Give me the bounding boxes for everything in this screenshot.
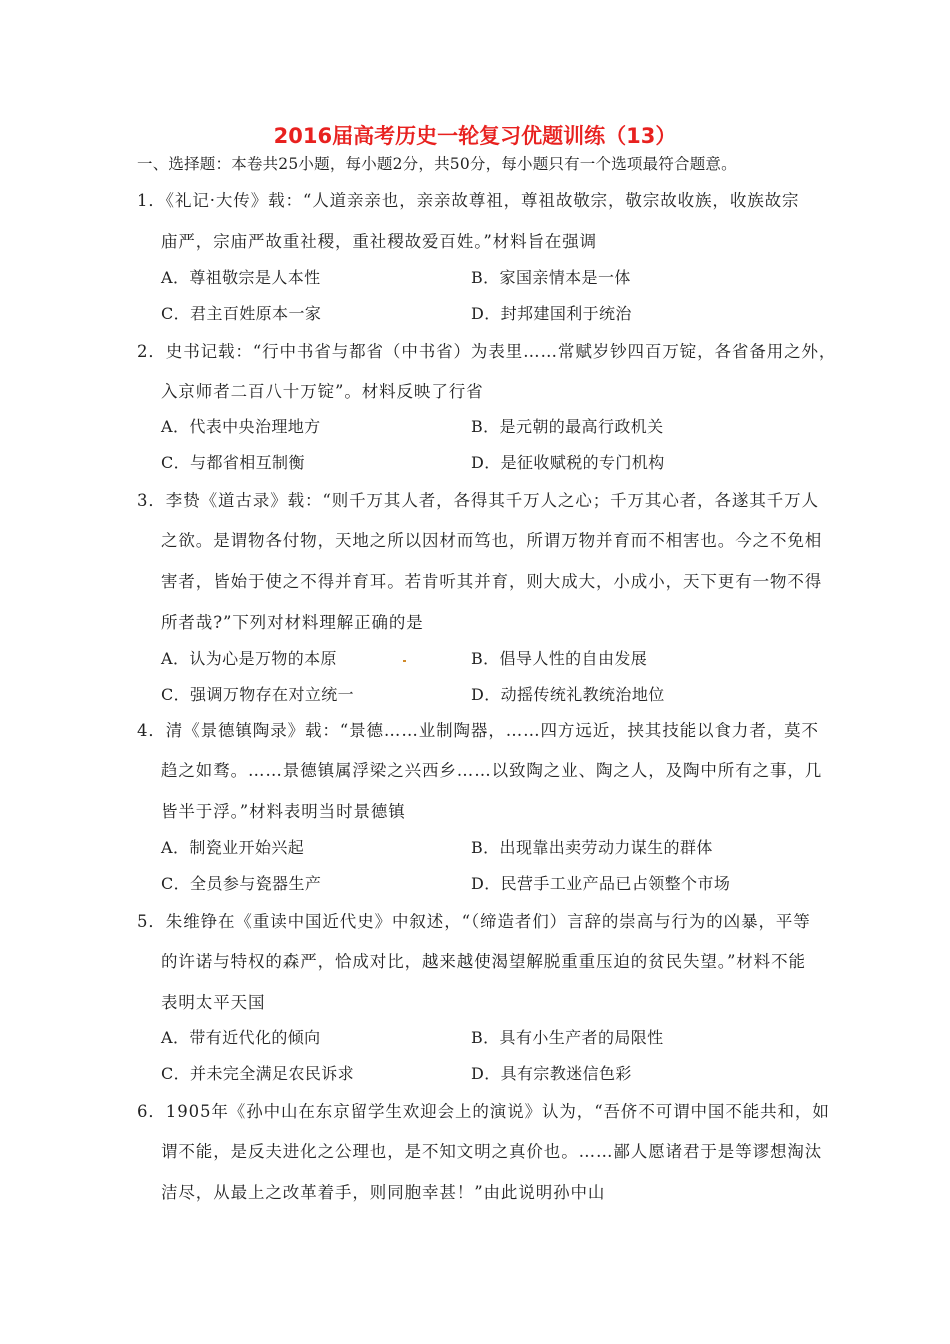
question-stem-line: 1．《礼记·大传》载：“人道亲亲也，亲亲故尊祖，尊祖故敬宗，敬宗故收族，收族故宗 [137, 191, 800, 210]
question-stem-line: 庙严，宗庙严故重社稷，重社稷故爱百姓。”材料旨在强调 [161, 232, 598, 251]
question-stem-line: 3．李贽《道古录》载：“则千万其人者，各得其千万人之心；千万其心者，各遂其千万人 [137, 491, 819, 510]
question-stem-line: 5．朱维铮在《重读中国近代史》中叙述，“（缔造者们）言辞的崇高与行为的凶暴，平等 [137, 912, 811, 931]
question-stem-line: 之欲。是谓物各付物，天地之所以因材而笃也，所谓万物并育而不相害也。今之不免相 [161, 531, 823, 550]
option-d: D．是征收赋税的专门机构 [471, 453, 665, 472]
option-a: A．代表中央治理地方 [161, 417, 321, 436]
ink-dot [403, 660, 406, 662]
option-c: C．并未完全满足农民诉求 [161, 1064, 355, 1083]
option-d: D．具有宗教迷信色彩 [471, 1064, 632, 1083]
question-stem-line: 趋之如骛。……景德镇属浮梁之兴西乡……以致陶之业、陶之人，及陶中所有之事，几 [161, 761, 823, 780]
question-stem-line: 表明太平天国 [161, 993, 266, 1012]
option-d: D．动摇传统礼教统治地位 [471, 685, 665, 704]
question-stem-line: 2．史书记载：“行中书省与都省（中书省）为表里……常赋岁钞四百万锭，各省备用之外， [137, 342, 837, 361]
option-c: C．强调万物存在对立统一 [161, 685, 355, 704]
option-c: C．与都省相互制衡 [161, 453, 305, 472]
option-a: A．制瓷业开始兴起 [161, 838, 305, 857]
question-stem-line: 谓不能，是反夫进化之公理也，是不知文明之真价也。……鄙人愿诸君于是等谬想淘汰 [161, 1142, 823, 1161]
option-d: D．封邦建国利于统治 [471, 304, 632, 323]
question-stem-line: 入京师者二百八十万锭”。材料反映了行省 [161, 382, 484, 401]
question-stem-line: 所者哉?”下列对材料理解正确的是 [161, 613, 424, 632]
option-c: C．君主百姓原本一家 [161, 304, 322, 323]
question-stem-line: 害者，皆始于使之不得并育耳。若肯听其并育，则大成大，小成小，天下更有一物不得 [161, 572, 823, 591]
section-instructions: 一、选择题：本卷共25小题，每小题2分，共50分，每小题只有一个选项最符合题意。 [137, 155, 737, 173]
option-b: B．具有小生产者的局限性 [471, 1028, 664, 1047]
option-b: B．是元朝的最高行政机关 [471, 417, 664, 436]
option-a: A．带有近代化的倾向 [161, 1028, 321, 1047]
option-a: A．尊祖敬宗是人本性 [161, 268, 321, 287]
question-stem-line: 4．清《景德镇陶录》载：“景德……业制陶器，……四方远近，挟其技能以食力者，莫不 [137, 721, 819, 740]
option-a: A．认为心是万物的本原 [161, 649, 337, 668]
question-stem-line: 6．1905年《孙中山在东京留学生欢迎会上的演说》认为，“吾侪不可谓中国不能共和，如 [137, 1102, 830, 1121]
option-b: B．家国亲情本是一体 [471, 268, 631, 287]
option-b: B．倡导人性的自由发展 [471, 649, 648, 668]
option-d: D．民营手工业产品已占领整个市场 [471, 874, 731, 893]
page-title: 2016届高考历史一轮复习优题训练（13） [273, 124, 677, 148]
question-stem-line: 的许诺与特权的森严，恰成对比，越来越使渴望解脱重重压迫的贫民失望。”材料不能 [161, 952, 806, 971]
question-stem-line: 洁尽，从最上之改革着手，则同胞幸甚！”由此说明孙中山 [161, 1183, 606, 1202]
option-b: B．出现靠出卖劳动力谋生的群体 [471, 838, 713, 857]
option-c: C．全员参与瓷器生产 [161, 874, 322, 893]
question-stem-line: 皆半于浮。”材料表明当时景德镇 [161, 802, 406, 821]
